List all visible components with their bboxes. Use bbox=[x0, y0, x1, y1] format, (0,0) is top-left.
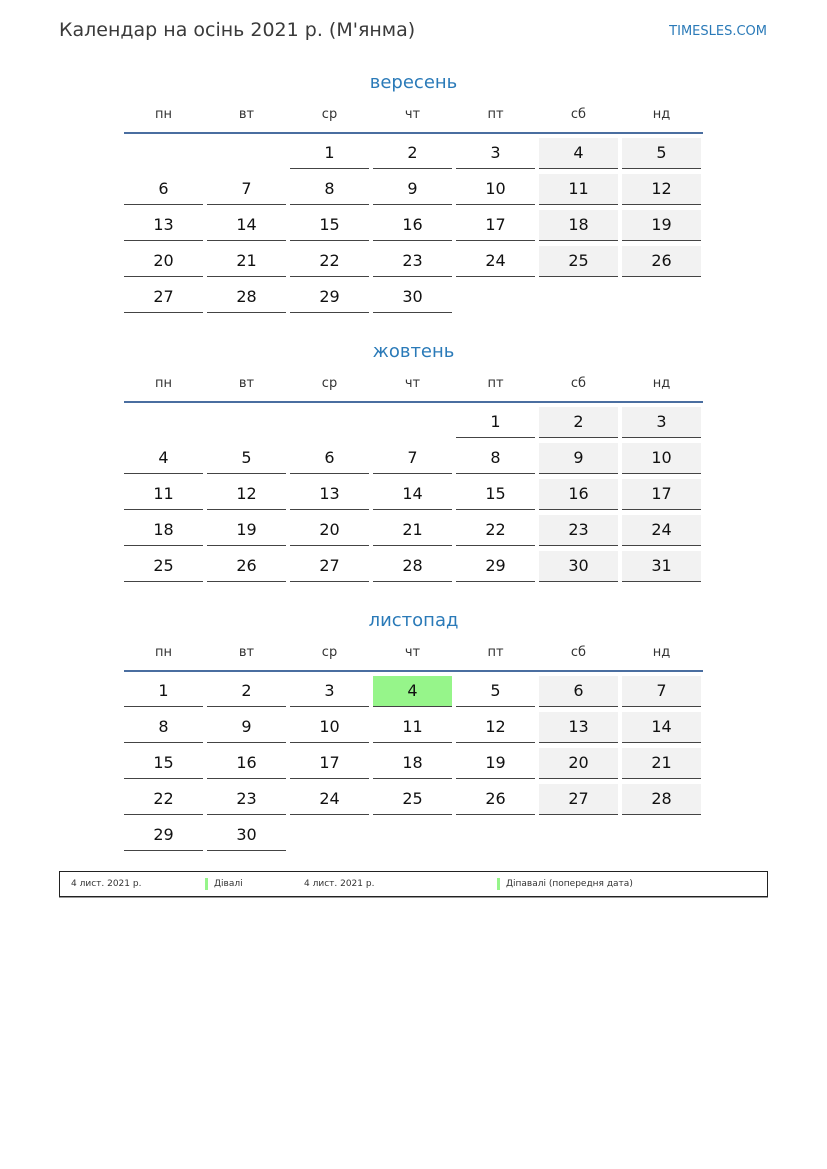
empty-day-cell bbox=[207, 407, 286, 438]
weekday-label: вт bbox=[238, 645, 255, 660]
day-cell: 7 bbox=[373, 443, 452, 474]
weekday-label: чт bbox=[404, 645, 421, 660]
week-row bbox=[124, 712, 703, 748]
month-grid bbox=[124, 672, 703, 856]
day-cell: 3 bbox=[622, 407, 701, 438]
day-cell: 25 bbox=[539, 246, 618, 277]
day-cell: 21 bbox=[622, 748, 701, 779]
day-cell: 11 bbox=[373, 712, 452, 743]
day-cell: 19 bbox=[207, 515, 286, 546]
legend-holiday-name: Діпавалі (попередня дата) bbox=[506, 879, 633, 889]
day-cell: 4 bbox=[373, 676, 452, 707]
day-cell: 29 bbox=[290, 282, 369, 313]
day-cell: 28 bbox=[622, 784, 701, 815]
day-cell: 27 bbox=[539, 784, 618, 815]
day-cell: 17 bbox=[290, 748, 369, 779]
month-grid bbox=[124, 403, 703, 587]
legend-date: 4 лист. 2021 р. bbox=[304, 879, 375, 889]
day-cell: 2 bbox=[373, 138, 452, 169]
day-cell: 18 bbox=[373, 748, 452, 779]
empty-day-cell bbox=[622, 820, 701, 851]
day-cell: 11 bbox=[124, 479, 203, 510]
day-cell: 23 bbox=[207, 784, 286, 815]
day-cell: 17 bbox=[622, 479, 701, 510]
site-link[interactable]: TIMESLES.COM bbox=[669, 24, 767, 39]
day-cell: 4 bbox=[539, 138, 618, 169]
week-row bbox=[124, 138, 703, 174]
day-cell: 5 bbox=[622, 138, 701, 169]
day-cell: 14 bbox=[207, 210, 286, 241]
day-cell: 15 bbox=[456, 479, 535, 510]
empty-day-cell bbox=[373, 407, 452, 438]
week-row bbox=[124, 748, 703, 784]
weekday-label: нд bbox=[652, 107, 671, 122]
day-cell: 12 bbox=[456, 712, 535, 743]
day-cell: 26 bbox=[207, 551, 286, 582]
day-cell: 8 bbox=[124, 712, 203, 743]
weekday-header bbox=[124, 106, 703, 134]
empty-day-cell bbox=[539, 282, 618, 313]
day-cell: 22 bbox=[290, 246, 369, 277]
day-cell: 15 bbox=[290, 210, 369, 241]
day-cell: 1 bbox=[124, 676, 203, 707]
day-cell: 7 bbox=[622, 676, 701, 707]
day-cell: 10 bbox=[456, 174, 535, 205]
page-title: Календар на осінь 2021 р. (М'янма) bbox=[59, 19, 416, 41]
weekday-label: сб bbox=[570, 645, 587, 660]
day-cell: 10 bbox=[290, 712, 369, 743]
weekday-label: пт bbox=[487, 376, 504, 391]
day-cell: 19 bbox=[456, 748, 535, 779]
day-cell: 28 bbox=[207, 282, 286, 313]
weekday-label: пт bbox=[487, 107, 504, 122]
day-cell: 22 bbox=[124, 784, 203, 815]
weekday-label: пн bbox=[155, 645, 172, 660]
day-cell: 9 bbox=[207, 712, 286, 743]
day-cell: 20 bbox=[124, 246, 203, 277]
weekday-label: сб bbox=[570, 107, 587, 122]
day-cell: 4 bbox=[124, 443, 203, 474]
day-cell: 31 bbox=[622, 551, 701, 582]
holiday-color-marker bbox=[497, 878, 500, 890]
day-cell: 6 bbox=[539, 676, 618, 707]
weekday-header bbox=[124, 644, 703, 672]
day-cell: 8 bbox=[456, 443, 535, 474]
month-october bbox=[124, 339, 703, 587]
day-cell: 29 bbox=[124, 820, 203, 851]
day-cell: 26 bbox=[456, 784, 535, 815]
legend-date: 4 лист. 2021 р. bbox=[71, 879, 142, 889]
day-cell: 20 bbox=[290, 515, 369, 546]
day-cell: 27 bbox=[290, 551, 369, 582]
day-cell: 6 bbox=[124, 174, 203, 205]
empty-day-cell bbox=[124, 407, 203, 438]
day-cell: 5 bbox=[207, 443, 286, 474]
day-cell: 1 bbox=[456, 407, 535, 438]
month-grid bbox=[124, 134, 703, 318]
weekday-label: сб bbox=[570, 376, 587, 391]
day-cell: 3 bbox=[290, 676, 369, 707]
empty-day-cell bbox=[373, 820, 452, 851]
weekday-label: чт bbox=[404, 376, 421, 391]
day-cell: 29 bbox=[456, 551, 535, 582]
day-cell: 16 bbox=[539, 479, 618, 510]
empty-day-cell bbox=[290, 407, 369, 438]
week-row bbox=[124, 515, 703, 551]
month-name: жовтень bbox=[372, 341, 455, 362]
day-cell: 30 bbox=[539, 551, 618, 582]
week-row bbox=[124, 246, 703, 282]
day-cell: 24 bbox=[290, 784, 369, 815]
day-cell: 26 bbox=[622, 246, 701, 277]
day-cell: 5 bbox=[456, 676, 535, 707]
empty-day-cell bbox=[539, 820, 618, 851]
week-row bbox=[124, 676, 703, 712]
day-cell: 8 bbox=[290, 174, 369, 205]
weekday-label: ср bbox=[321, 107, 338, 122]
month-september bbox=[124, 70, 703, 318]
day-cell: 11 bbox=[539, 174, 618, 205]
month-name: вересень bbox=[369, 72, 458, 93]
day-cell: 17 bbox=[456, 210, 535, 241]
empty-day-cell bbox=[207, 138, 286, 169]
day-cell: 1 bbox=[290, 138, 369, 169]
day-cell: 7 bbox=[207, 174, 286, 205]
week-row bbox=[124, 174, 703, 210]
month-name: листопад bbox=[368, 610, 459, 631]
month-november bbox=[124, 608, 703, 856]
day-cell: 25 bbox=[124, 551, 203, 582]
day-cell: 13 bbox=[539, 712, 618, 743]
day-cell: 25 bbox=[373, 784, 452, 815]
day-cell: 23 bbox=[373, 246, 452, 277]
empty-day-cell bbox=[456, 820, 535, 851]
week-row bbox=[124, 479, 703, 515]
week-row bbox=[124, 210, 703, 246]
day-cell: 27 bbox=[124, 282, 203, 313]
day-cell: 15 bbox=[124, 748, 203, 779]
day-cell: 9 bbox=[539, 443, 618, 474]
day-cell: 16 bbox=[207, 748, 286, 779]
holiday-legend bbox=[59, 871, 768, 897]
weekday-label: нд bbox=[652, 645, 671, 660]
day-cell: 23 bbox=[539, 515, 618, 546]
day-cell: 13 bbox=[290, 479, 369, 510]
day-cell: 28 bbox=[373, 551, 452, 582]
week-row bbox=[124, 407, 703, 443]
weekday-label: пт bbox=[487, 645, 504, 660]
day-cell: 9 bbox=[373, 174, 452, 205]
day-cell: 12 bbox=[622, 174, 701, 205]
legend-holiday-name: Дівалі bbox=[214, 879, 243, 889]
day-cell: 14 bbox=[622, 712, 701, 743]
weekday-label: пн bbox=[155, 107, 172, 122]
empty-day-cell bbox=[124, 138, 203, 169]
week-row bbox=[124, 820, 703, 856]
weekday-label: ср bbox=[321, 645, 338, 660]
day-cell: 12 bbox=[207, 479, 286, 510]
week-row bbox=[124, 784, 703, 820]
day-cell: 6 bbox=[290, 443, 369, 474]
day-cell: 22 bbox=[456, 515, 535, 546]
weekday-label: вт bbox=[238, 107, 255, 122]
day-cell: 2 bbox=[539, 407, 618, 438]
weekday-label: чт bbox=[404, 107, 421, 122]
day-cell: 30 bbox=[373, 282, 452, 313]
day-cell: 24 bbox=[622, 515, 701, 546]
day-cell: 30 bbox=[207, 820, 286, 851]
day-cell: 18 bbox=[539, 210, 618, 241]
day-cell: 19 bbox=[622, 210, 701, 241]
weekday-header bbox=[124, 375, 703, 403]
week-row bbox=[124, 551, 703, 587]
day-cell: 24 bbox=[456, 246, 535, 277]
day-cell: 21 bbox=[207, 246, 286, 277]
weekday-label: вт bbox=[238, 376, 255, 391]
holiday-color-marker bbox=[205, 878, 208, 890]
day-cell: 16 bbox=[373, 210, 452, 241]
empty-day-cell bbox=[456, 282, 535, 313]
day-cell: 2 bbox=[207, 676, 286, 707]
weekday-label: ср bbox=[321, 376, 338, 391]
day-cell: 3 bbox=[456, 138, 535, 169]
empty-day-cell bbox=[290, 820, 369, 851]
weekday-label: пн bbox=[155, 376, 172, 391]
day-cell: 18 bbox=[124, 515, 203, 546]
day-cell: 10 bbox=[622, 443, 701, 474]
week-row bbox=[124, 282, 703, 318]
day-cell: 14 bbox=[373, 479, 452, 510]
day-cell: 20 bbox=[539, 748, 618, 779]
day-cell: 21 bbox=[373, 515, 452, 546]
week-row bbox=[124, 443, 703, 479]
weekday-label: нд bbox=[652, 376, 671, 391]
day-cell: 13 bbox=[124, 210, 203, 241]
empty-day-cell bbox=[622, 282, 701, 313]
